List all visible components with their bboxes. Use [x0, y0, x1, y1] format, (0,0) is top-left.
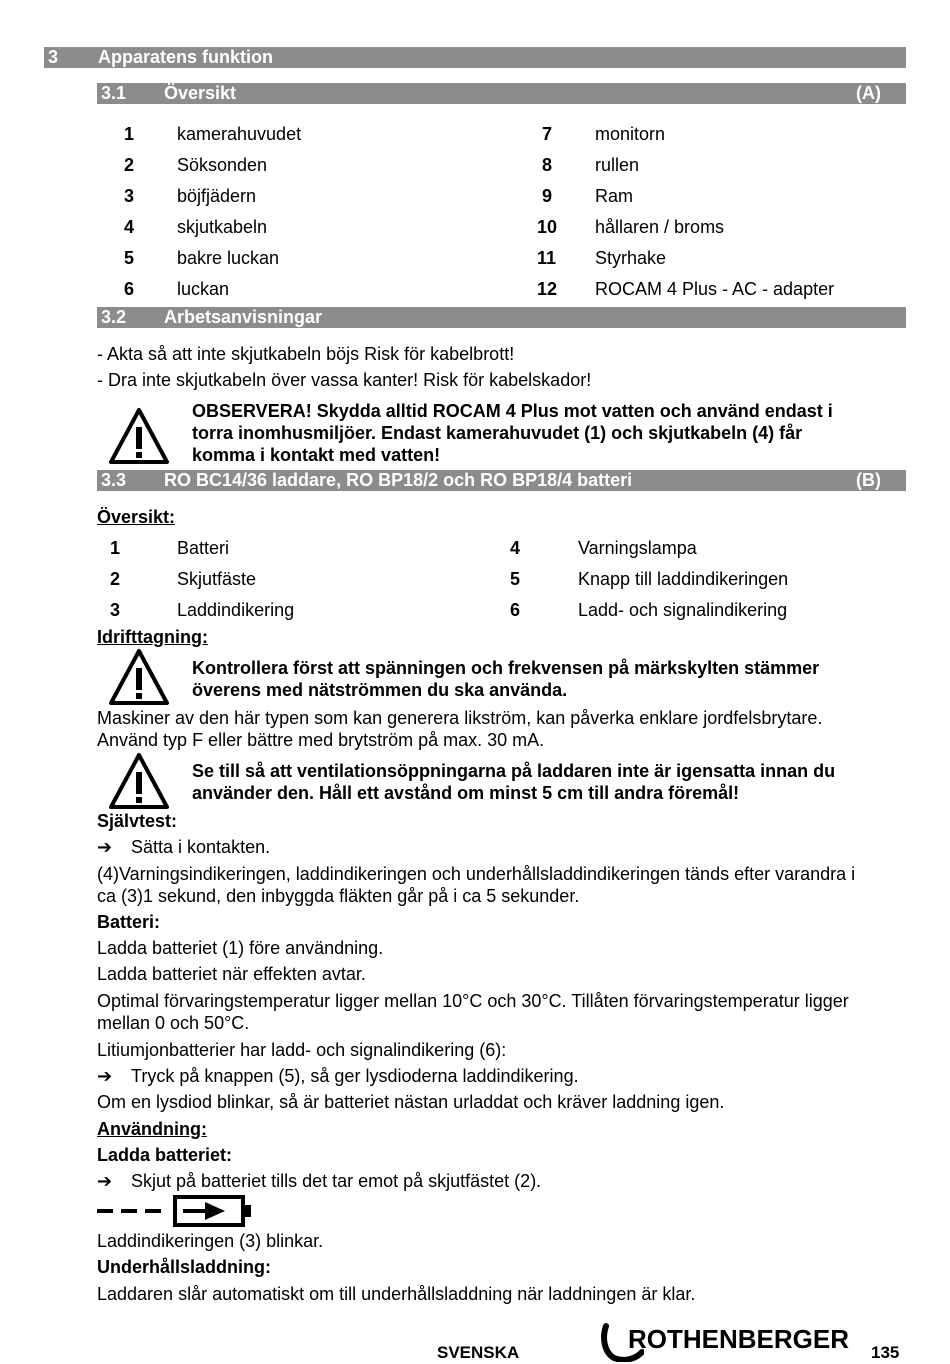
step-text: Skjut på batteriet tills det tar emot på skjutfästet (2). — [131, 1171, 542, 1191]
paragraph: mellan 0 och 50°C. — [97, 1013, 250, 1033]
list-item-number: 2 — [110, 569, 121, 589]
arrow-right-icon: ➔ — [97, 1066, 113, 1086]
list-item-number: 8 — [542, 155, 553, 175]
list-item-number: 1 — [110, 538, 121, 558]
list-item-label: Varningslampa — [578, 538, 697, 558]
step-text: Tryck på knappen (5), så ger lysdioderna laddindikering. — [131, 1066, 579, 1086]
usage-heading: Användning: — [97, 1119, 207, 1139]
figure-tag: (A) — [856, 83, 881, 103]
list-item-number: 11 — [537, 248, 557, 268]
work-instruction: - Akta så att inte skjutkabeln böjs Risk för kabelbrott! — [97, 344, 515, 364]
list-item-label: Styrhake — [595, 248, 667, 268]
arrow-right-icon: ➔ — [97, 837, 113, 857]
figure-tag: (B) — [856, 470, 881, 490]
list-item-label: Laddindikering — [177, 600, 295, 620]
brand-name: ROTHENBERGER — [628, 1324, 850, 1354]
footer-language: SVENSKA — [437, 1343, 520, 1362]
warning-text: använder den. Håll ett avstånd om minst 5 cm till andra föremål! — [192, 783, 740, 803]
list-item-label: Knapp till laddindikeringen — [578, 569, 789, 589]
section-title: Översikt — [164, 83, 237, 103]
section-number: 3.2 — [101, 307, 127, 327]
warning-text: OBSERVERA! Skydda alltid ROCAM 4 Plus mot vatten och använd endast i — [192, 401, 833, 421]
maintenance-heading: Underhållsladdning: — [97, 1257, 272, 1277]
paragraph: Laddindikeringen (3) blinkar. — [97, 1231, 324, 1251]
warning-text: Se till så att ventilationsöppningarna på laddaren inte är igensatta innan du — [192, 761, 836, 781]
list-item-number: 5 — [124, 248, 135, 268]
list-item-label: ROCAM 4 Plus - AC - adapter — [595, 279, 835, 299]
paragraph: Maskiner av den här typen som kan generera likström, kan påverka enklare jordfelsbrytare. — [97, 708, 823, 728]
list-item-label: hållaren / broms — [595, 217, 725, 237]
list-item-number: 6 — [124, 279, 135, 299]
list-item-number: 3 — [110, 600, 121, 620]
list-item-label: skjutkabeln — [177, 217, 268, 237]
battery-charging-icon — [97, 1195, 257, 1227]
list-item-number: 7 — [542, 124, 553, 144]
list-item-label: kamerahuvudet — [177, 124, 302, 144]
list-item-number: 3 — [124, 186, 135, 206]
paragraph: Ladda batteriet (1) före användning. — [97, 938, 384, 958]
list-item-label: bakre luckan — [177, 248, 280, 268]
section-number: 3.1 — [101, 83, 127, 103]
paragraph: Ladda batteriet när effekten avtar. — [97, 964, 366, 984]
section-3-2-bar — [97, 307, 906, 328]
paragraph: Använd typ F eller bättre med brytström på max. 30 mA. — [97, 730, 545, 750]
section-title: Arbetsanvisningar — [164, 307, 323, 327]
list-item-number: 9 — [542, 186, 553, 206]
warning-triangle-icon — [108, 752, 170, 810]
warning-triangle-icon — [108, 407, 170, 465]
paragraph: Optimal förvaringstemperatur ligger mellan 10°C och 30°C. Tillåten förvaringstemperatur ligger — [97, 991, 849, 1011]
warning-text: överens med nätströmmen du ska använda. — [192, 680, 568, 700]
section-3-3-bar — [97, 470, 906, 491]
list-item-number: 2 — [124, 155, 135, 175]
step-text: Sätta i kontakten. — [131, 837, 271, 857]
section-title: RO BC14/36 laddare, RO BP18/2 och RO BP18/4 batteri — [164, 470, 633, 490]
arrow-right-icon: ➔ — [97, 1171, 113, 1191]
work-instruction: - Dra inte skjutkabeln över vassa kanter! Risk för kabelskador! — [97, 370, 592, 390]
paragraph: Laddaren slår automatiskt om till underhållsladdning när laddningen är klar. — [97, 1284, 696, 1304]
list-item-label: Söksonden — [177, 155, 268, 175]
warning-triangle-icon — [108, 648, 170, 706]
warning-text: komma i kontakt med vatten! — [192, 445, 441, 465]
brand-logo — [600, 1322, 852, 1362]
warning-text: torra inomhusmiljöer. Endast kamerahuvudet (1) och skjutkabeln (4) får — [192, 423, 803, 443]
warning-text: Kontrollera först att spänningen och frekvensen på märkskylten stämmer — [192, 658, 820, 678]
selftest-heading: Självtest: — [97, 811, 178, 831]
list-item-label: rullen — [595, 155, 640, 175]
list-item-label: Skjutfäste — [177, 569, 257, 589]
list-item-number: 6 — [510, 600, 521, 620]
list-item-number: 12 — [537, 279, 558, 299]
list-item-number: 1 — [124, 124, 135, 144]
commissioning-heading: Idrifttagning: — [97, 627, 208, 647]
section-3-bar — [44, 47, 906, 68]
list-item-number: 4 — [510, 538, 521, 558]
list-item-label: Ram — [595, 186, 634, 206]
usage-subheading: Ladda batteriet: — [97, 1145, 233, 1165]
paragraph: ca (3)1 sekund, den inbyggda fläkten går på i ca 5 sekunder. — [97, 886, 580, 906]
list-item-label: luckan — [177, 279, 230, 299]
paragraph: (4)Varningsindikeringen, laddindikeringen och underhållsladdindikeringen tänds efter varandra i — [97, 864, 856, 884]
section-3-1-bar — [97, 83, 906, 104]
battery-heading: Batteri: — [97, 912, 161, 932]
page-number: 135 — [871, 1343, 900, 1362]
section-number: 3.3 — [101, 470, 127, 490]
paragraph: Litiumjonbatterier har ladd- och signalindikering (6): — [97, 1040, 507, 1060]
list-item-number: 5 — [510, 569, 521, 589]
list-item-number: 10 — [537, 217, 558, 237]
list-item-label: Ladd- och signalindikering — [578, 600, 788, 620]
list-item-label: Batteri — [177, 538, 230, 558]
list-item-label: böjfjädern — [177, 186, 257, 206]
list-item-label: monitorn — [595, 124, 666, 144]
overview-b-heading: Översikt: — [97, 507, 176, 527]
section-title: Apparatens funktion — [98, 47, 274, 67]
paragraph: Om en lysdiod blinkar, så är batteriet nästan urladdat och kräver laddning igen. — [97, 1092, 725, 1112]
section-number: 3 — [48, 47, 59, 67]
list-item-number: 4 — [124, 217, 135, 237]
